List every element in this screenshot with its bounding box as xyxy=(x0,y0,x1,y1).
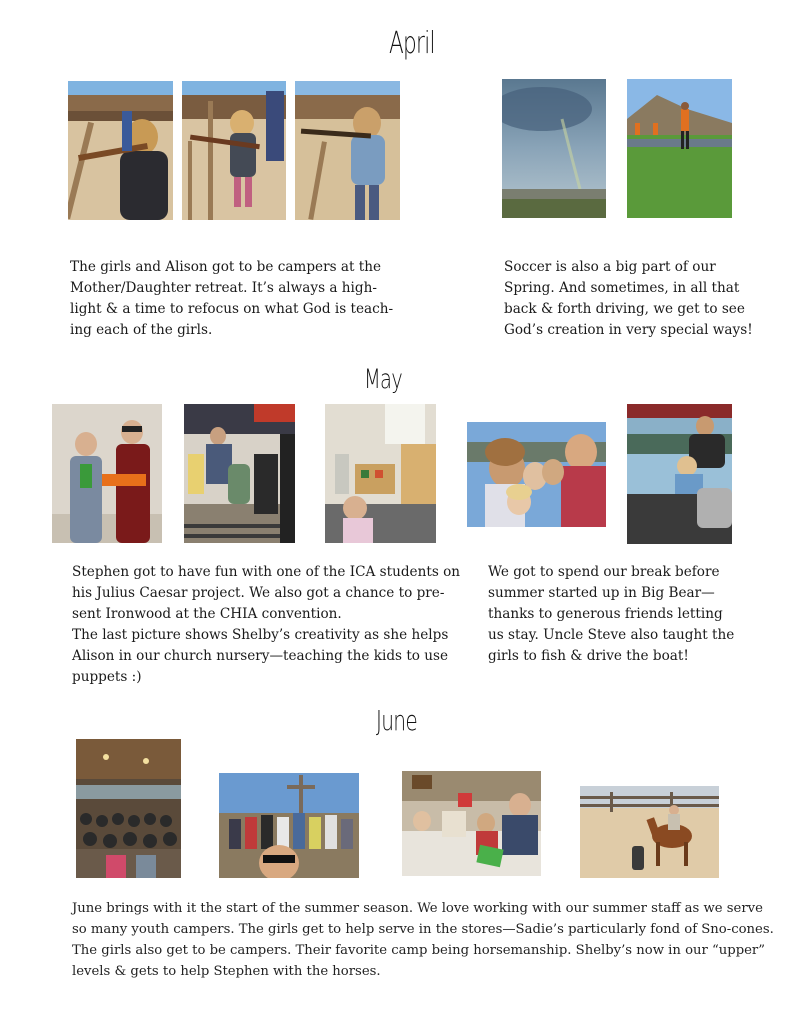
may-photo-big-bear-selfie xyxy=(467,422,606,527)
text-line: back & forth driving, we get to see xyxy=(504,301,745,317)
text-line: God’s creation in very special ways! xyxy=(504,322,753,338)
may-photo-convention xyxy=(184,404,295,543)
text-line: so many youth campers. The girls get to help serve in the stores—Sadie’s particularly fond of Sno-cones. xyxy=(72,922,774,937)
text-line: The girls and Alison got to be campers at the xyxy=(70,259,382,275)
text-line: thanks to generous friends letting xyxy=(488,606,723,622)
text-line: Alison in our church nursery—teaching the kids to use xyxy=(72,648,449,664)
june-heading: June xyxy=(376,704,418,737)
text-line: Mother/Daughter retreat. It’s always a high- xyxy=(70,280,377,296)
june-photo-store xyxy=(402,771,541,876)
text-line: We got to spend our break before xyxy=(488,564,720,580)
text-line: girls to fish & drive the boat! xyxy=(488,648,689,664)
text-line: puppets :) xyxy=(72,669,142,685)
text-line: light & a time to refocus on what God is teach- xyxy=(70,301,394,317)
june-photo-horse xyxy=(580,786,719,878)
june-photo-group-cross xyxy=(219,773,359,878)
june-photo-chapel xyxy=(76,739,181,878)
text-line: sent Ironwood at the CHIA convention. xyxy=(72,606,342,622)
text-line: The girls also get to be campers. Their favorite camp being horsemanship. Shelby’s now in our “upper” xyxy=(72,943,765,958)
april-photo-archery-2 xyxy=(182,81,286,220)
text-line: his Julius Caesar project. We also got a chance to pre- xyxy=(72,585,445,601)
may-photo-julius-caesar xyxy=(52,404,162,543)
april-right-text xyxy=(504,257,753,341)
june-text xyxy=(72,898,774,982)
april-heading: April xyxy=(389,26,435,61)
may-right-text xyxy=(488,562,734,667)
text-line: levels & gets to help Stephen with the horses. xyxy=(72,964,381,979)
may-left-text xyxy=(72,562,460,688)
april-photo-archery-3 xyxy=(295,81,400,220)
may-photo-nursery xyxy=(325,404,436,543)
text-line: June brings with it the start of the summer season. We love working with our summer staff as we serve xyxy=(72,901,763,916)
text-line: The last picture shows Shelby’s creativity as she helps xyxy=(72,627,449,643)
april-left-text xyxy=(70,257,393,341)
april-photo-sky xyxy=(502,79,606,218)
text-line: us stay. Uncle Steve also taught the xyxy=(488,627,735,643)
april-photo-soccer xyxy=(627,79,732,218)
text-line: summer started up in Big Bear— xyxy=(488,585,715,601)
may-heading: May xyxy=(364,364,403,395)
text-line: Spring. And sometimes, in all that xyxy=(504,280,740,296)
text-line: Stephen got to have fun with one of the ICA students on xyxy=(72,564,461,580)
text-line: Soccer is also a big part of our xyxy=(504,259,716,275)
may-photo-boat xyxy=(627,404,732,544)
april-photo-archery-1 xyxy=(68,81,173,220)
text-line: ing each of the girls. xyxy=(70,322,213,338)
